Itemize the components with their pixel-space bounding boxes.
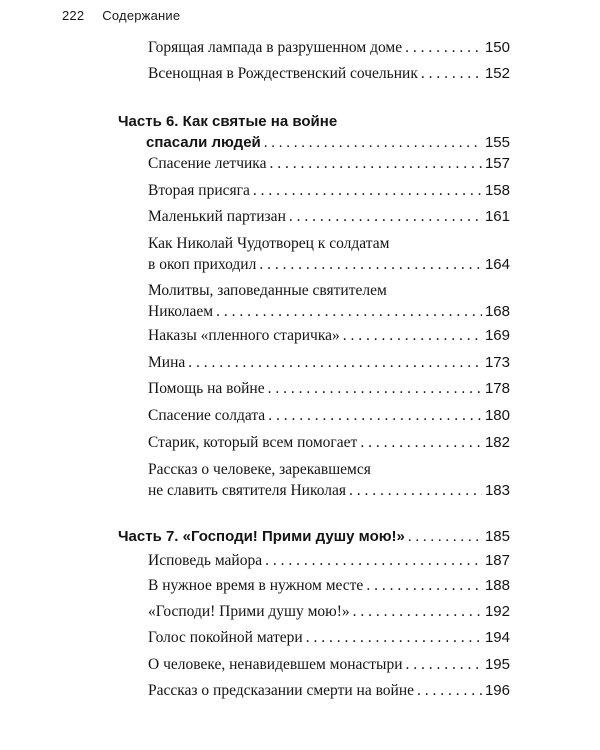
- toc-entry-title-line1: Молитвы, заповеданные святителем: [148, 282, 387, 299]
- dot-leader: [353, 601, 482, 622]
- toc-entry-page: 188: [484, 577, 510, 594]
- toc-entry-page: 158: [484, 182, 510, 199]
- toc-entry: [148, 325, 510, 346]
- dot-leader: [408, 527, 482, 548]
- toc-entry-page: 195: [484, 656, 510, 673]
- toc-entry-page: 187: [484, 552, 510, 569]
- toc-entry: [148, 550, 510, 571]
- dot-leader: [417, 680, 482, 701]
- toc-entry-title: Рассказ о предсказании смерти на войне: [148, 682, 415, 699]
- toc-entry: [148, 627, 510, 648]
- toc-entry-title: Исповедь майора: [148, 552, 263, 569]
- toc-entry: [148, 432, 510, 453]
- toc-entry: [148, 180, 510, 201]
- dot-leader: [216, 301, 482, 322]
- toc-entry-title: Горящая лампада в разрушенном доме: [148, 39, 403, 56]
- toc-entry-page: 180: [484, 407, 510, 424]
- toc-entry: [148, 654, 510, 675]
- toc-entry-title: О человеке, ненавидевшем монастыри: [148, 656, 403, 673]
- toc-entry-page: 182: [484, 434, 510, 451]
- toc-entry: [148, 378, 510, 399]
- dot-leader: [188, 352, 482, 373]
- toc-entry: [148, 63, 510, 84]
- dot-leader: [259, 254, 482, 275]
- toc-entry-page: 183: [484, 482, 510, 499]
- toc-entry: [148, 601, 510, 622]
- toc-entry-title: Всенощная в Рождественский сочельник: [148, 65, 418, 82]
- toc-entry: [148, 575, 510, 596]
- toc-entry-page: 169: [484, 327, 510, 344]
- dot-leader: [360, 432, 482, 453]
- toc-entry-page: 164: [484, 256, 510, 273]
- toc-entry-page: 185: [484, 528, 510, 545]
- dot-leader: [306, 627, 482, 648]
- toc-entry-page: 194: [484, 629, 510, 646]
- toc-entry-title-line1: Рассказ о человеке, зарекавшемся: [148, 461, 371, 478]
- toc-entry-title: Помощь на войне: [148, 380, 265, 397]
- dot-leader: [405, 37, 482, 58]
- toc-entry-title: Голос покойной матери: [148, 629, 303, 646]
- dot-leader: [265, 550, 482, 571]
- toc-part-heading: [118, 526, 510, 548]
- toc-entry-title-line1: Как Николай Чудотворец к солдатам: [148, 235, 390, 252]
- toc-entry-page: 150: [484, 39, 510, 56]
- toc-part-title: Часть 7. «Господи! Прими душу мою!»: [118, 528, 405, 545]
- toc-part-heading: [118, 111, 510, 154]
- toc-entry-page: 155: [484, 134, 510, 151]
- toc-entry-page: 157: [484, 155, 510, 172]
- toc-entry-title: Вторая присяга: [148, 182, 250, 199]
- dot-leader: [269, 153, 482, 174]
- toc-entry-page: 196: [484, 682, 510, 699]
- toc-entry-title: Маленький партизан: [148, 208, 286, 225]
- toc-entry-title: Мина: [148, 354, 186, 371]
- toc-entry-title: Спасение летчика: [148, 155, 267, 172]
- dot-leader: [253, 180, 482, 201]
- toc-entry: [148, 37, 510, 58]
- toc-entry-title: «Господи! Прими душу мою!»: [148, 603, 350, 620]
- toc-entry-title-line2: Николаем: [148, 303, 214, 320]
- dot-leader: [268, 378, 482, 399]
- dot-leader: [268, 405, 482, 426]
- dot-leader: [289, 206, 482, 227]
- toc-entry-title: Старик, который всем помогает: [148, 434, 358, 451]
- running-title: Содержание: [102, 8, 181, 23]
- toc-entry-title-line2: не славить святителя Николая: [148, 482, 346, 499]
- toc-entry-title: Спасение солдата: [148, 407, 266, 424]
- dot-leader: [366, 575, 482, 596]
- toc-entry: [148, 405, 510, 426]
- toc-entry-page: 178: [484, 380, 510, 397]
- toc-entry: [148, 352, 510, 373]
- toc-part-title-line2: спасали людей: [146, 134, 261, 151]
- dot-leader: [421, 63, 482, 84]
- toc-entry-page: 168: [484, 303, 510, 320]
- toc-entry-page: 152: [484, 65, 510, 82]
- toc-entry: [148, 206, 510, 227]
- page-number: 222: [62, 8, 85, 23]
- toc-entry-page: 192: [484, 603, 510, 620]
- toc-entry-page: 161: [484, 208, 510, 225]
- toc-entry: [148, 459, 510, 501]
- toc-entry-page: 173: [484, 354, 510, 371]
- dot-leader: [343, 325, 482, 346]
- toc-entry: [148, 233, 510, 275]
- toc-entry-title: В нужное время в нужном месте: [148, 577, 364, 594]
- toc-entry-title-line2: в окоп приходил: [148, 256, 257, 273]
- dot-leader: [406, 654, 482, 675]
- toc-entry: [148, 153, 510, 174]
- toc-entry-title: Наказы «пленного старичка»: [148, 327, 340, 344]
- toc-entry: [148, 680, 510, 701]
- toc-entry: [148, 280, 510, 322]
- dot-leader: [349, 480, 482, 501]
- toc-part-title-line1: Часть 6. Как святые на войне: [118, 113, 338, 130]
- dot-leader: [264, 133, 482, 154]
